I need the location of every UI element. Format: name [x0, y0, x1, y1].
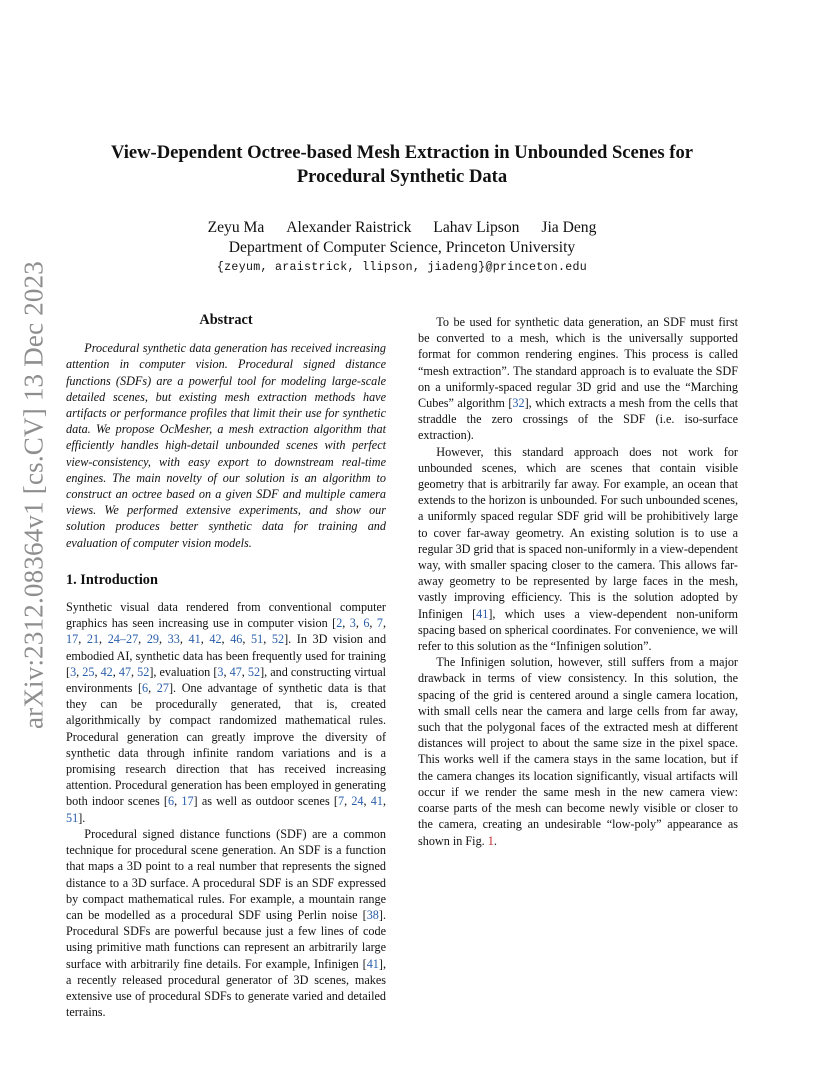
- paragraph: To be used for synthetic data generation, an SDF must first be converted to a mesh, which is the universally supported format for common rendering engines. This process is called “mesh extraction”. The standard approach is to evaluate the SDF on a uniformly-spaced regular 3D grid and use the “Marching Cubes” algorithm [32], which extracts a mesh from the cells that straddle the zero crossings of the SDF (i.e. iso-surface extraction).: [418, 315, 738, 443]
- author-emails: {zeyum, araistrick, llipson, jiadeng}@princeton.edu: [216, 261, 588, 274]
- citation-link[interactable]: 52: [247, 664, 261, 679]
- citation-link[interactable]: 7: [337, 794, 345, 809]
- abstract-text: Procedural synthetic data generation has received increasing attention in computer vision. Procedural signed distance functions (SDFs) are a powerful tool for modeling large-scale detailed scenes, but existing mesh extraction methods have artifacts or performance profiles that limit their use for synthetic data. We propose OcMesher, a mesh extraction algorithm that efficiently handles high-detail unbounded scenes with perfect view-consistency, with easy export to downstream real-time engines. The main novelty of our solution is an algorithm to construct an octree based on a given SDF and multiple camera views. We performed extensive experiments, and show our solution produces better synthetic data for training and evaluation of computer vision models.: [66, 341, 386, 550]
- author: Zeyu Ma: [207, 219, 265, 236]
- author: Lahav Lipson: [433, 219, 520, 236]
- citation-link[interactable]: 33: [167, 632, 180, 647]
- citation-link[interactable]: 2: [336, 616, 343, 631]
- citation-link[interactable]: 41: [188, 632, 201, 647]
- arxiv-id: arXiv:2312.08364v1 [cs.CV] 13 Dec 2023: [18, 260, 49, 729]
- citation-link[interactable]: 42: [100, 664, 113, 679]
- section-heading: 1. Introduction: [66, 571, 158, 588]
- affiliation: Department of Computer Science, Princeton University: [228, 239, 576, 256]
- citation-link[interactable]: 24: [351, 794, 364, 809]
- citation-link[interactable]: 6: [168, 794, 175, 809]
- citation-link[interactable]: 51: [251, 632, 264, 647]
- citation-link[interactable]: 52: [271, 632, 285, 647]
- citation-link[interactable]: 17: [66, 632, 79, 647]
- citation-link[interactable]: 52: [137, 664, 150, 679]
- citation-link[interactable]: 7: [376, 616, 383, 631]
- left-column: [66, 312, 386, 1020]
- citation-link[interactable]: 47: [118, 664, 132, 679]
- right-column: [418, 314, 738, 849]
- citation-link[interactable]: 17: [181, 794, 194, 809]
- paragraph: Synthetic visual data rendered from conventional computer graphics has seen increasing use in computer vision [2, 3, 6, 7, 17, 21, 24–27, 29, 33, 41, 42, 46, 51, 52]. In 3D vision and embodied AI, synthetic data has been frequently used for training [3, 25, 42, 47, 52], evaluation [3, 47, 52], and constructing virtual environments [6, 27]. One advantage of synthetic data is that they can be procedurally generated, that is, created algorithmically by compact randomized mathematical rules. Procedural generation can greatly improve the diversity of synthetic data through infinite random variations and is a promising research direction that has received increasing attention. Procedural generation has been employed in generating both indoor scenes [6, 17] as well as outdoor scenes [7, 24, 41, 51].: [66, 600, 387, 825]
- citation-link[interactable]: 46: [230, 632, 243, 647]
- citation-link[interactable]: 29: [146, 632, 159, 647]
- citation-link[interactable]: 42: [209, 632, 222, 647]
- abstract-heading: Abstract: [199, 312, 253, 328]
- citation-link[interactable]: 25: [82, 664, 95, 679]
- citation-link[interactable]: 47: [229, 664, 242, 679]
- author: Alexander Raistrick: [286, 219, 412, 236]
- citation-link[interactable]: 51: [66, 810, 79, 825]
- citation-link[interactable]: 41: [476, 606, 489, 621]
- citation-link[interactable]: 24–27: [107, 632, 139, 647]
- citation-link[interactable]: 6: [142, 681, 149, 696]
- author: Jia Deng: [541, 219, 597, 236]
- citation-link[interactable]: 3: [217, 664, 224, 679]
- citation-link[interactable]: 41: [370, 794, 383, 809]
- citation-link[interactable]: 32: [512, 396, 525, 411]
- author-list: [68, 219, 736, 237]
- figure-ref-link[interactable]: 1: [487, 833, 494, 848]
- citation-link[interactable]: 3: [349, 616, 356, 631]
- citation-link[interactable]: 3: [70, 664, 77, 679]
- paragraph: The Infinigen solution, however, still suffers from a major drawback in terms of view consistency. In this solution, the spacing of the grid is centered around a single camera location, with small cells near the camera and large cells from far away, such that the polygonal faces of the extracted mesh at different distances will project to about the same size in the pixel space. This works well if the camera stays in the same location, but if the camera changes its location significantly, visual artifacts will occur if we render the same mesh in the new camera view: coarse parts of the mesh can become newly visible or closer to the camera, creating an undesirable “low-poly” appearance as shown in Fig. 1.: [418, 655, 738, 848]
- paper-title: View-Dependent Octree-based Mesh Extraction in Unbounded Scenes for Procedural Synthetic Data: [110, 142, 694, 187]
- citation-link[interactable]: 6: [363, 616, 370, 631]
- citation-link[interactable]: 38: [366, 907, 379, 922]
- arxiv-sidebar: [14, 260, 54, 729]
- citation-link[interactable]: 41: [366, 956, 379, 971]
- citation-link[interactable]: 21: [86, 632, 100, 647]
- citation-link[interactable]: 27: [156, 681, 169, 696]
- paragraph: Procedural signed distance functions (SDF) are a common technique for procedural scene generation. An SDF is a function that maps a 3D point to a real number that represents the signed distance to a 3D surface. A procedural SDF is an SDF expressed by compact mathematical rules. For example, a mountain range can be modelled as a procedural SDF using Perlin noise [38]. Procedural SDFs are powerful because just a few lines of code using primitive math functions can represent an arbitrarily large surface with arbitrarily fine details. For example, Infinigen [41], a recently released procedural generator of 3D scenes, makes extensive use of procedural SDFs to generate varied and detailed terrains.: [66, 826, 386, 1020]
- paragraph: However, this standard approach does not work for unbounded scenes, which are scenes that contain visible geometry that is arbitrarily far away. For example, an ocean that extends to the horizon is unbounded. For such unbounded scenes, a uniformly spaced regular SDF grid will be prohibitively large to cover far-away geometry. An existing solution is to use a regular 3D grid that is spaced non-uniformly in a view-dependent way, with smaller spacing closer to the camera. This allows far-away geometry to be represented by large faces in the mesh, vastly improving efficiency. This is the solution adopted by Infinigen [41], which uses a view-dependent non-uniform spacing based on spherical coordinates. For convenience, we will refer to this solution as the “Infinigen solution”.: [418, 444, 738, 654]
